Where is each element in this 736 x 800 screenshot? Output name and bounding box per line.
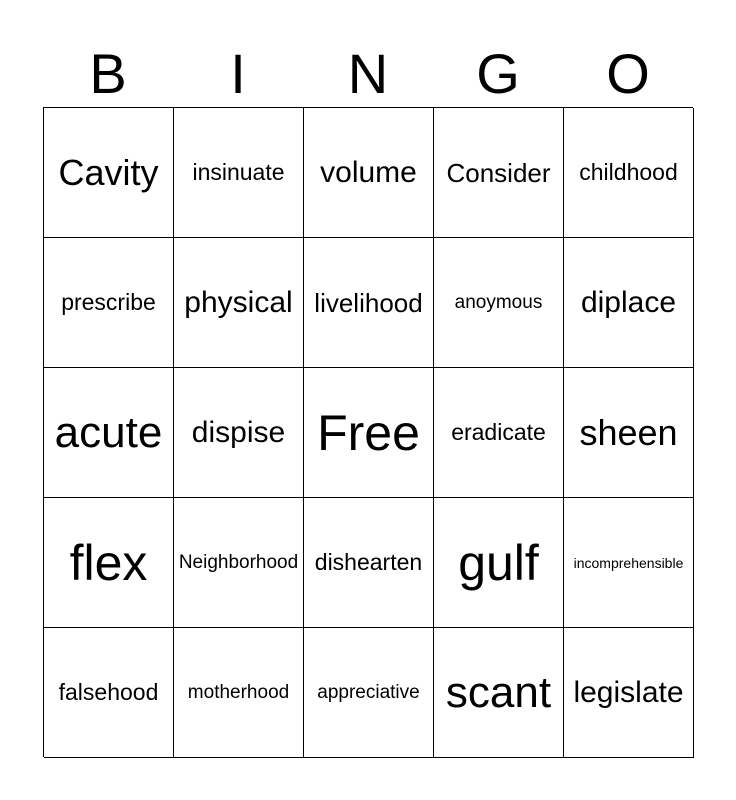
header-letter-i: I (230, 42, 246, 105)
bingo-cell[interactable]: prescribe (44, 238, 174, 368)
header-letter-n: N (347, 42, 389, 105)
header-letter-o: O (606, 42, 650, 105)
bingo-cell[interactable]: flex (44, 498, 174, 628)
bingo-cell[interactable]: motherhood (174, 628, 304, 758)
free-space-cell[interactable]: Free (304, 368, 434, 498)
bingo-cell[interactable]: physical (174, 238, 304, 368)
bingo-cell[interactable]: livelihood (304, 238, 434, 368)
bingo-cell[interactable]: appreciative (304, 628, 434, 758)
bingo-header (43, 40, 693, 108)
bingo-cell[interactable]: Consider (434, 108, 564, 238)
bingo-cell[interactable]: sheen (564, 368, 694, 498)
header-letter-g: G (476, 42, 520, 105)
bingo-card-grid (43, 107, 693, 757)
bingo-cell[interactable]: childhood (564, 108, 694, 238)
bingo-cell[interactable]: acute (44, 368, 174, 498)
bingo-cell[interactable]: eradicate (434, 368, 564, 498)
bingo-cell[interactable]: insinuate (174, 108, 304, 238)
bingo-cell[interactable]: dispise (174, 368, 304, 498)
bingo-cell[interactable]: dishearten (304, 498, 434, 628)
bingo-cell[interactable]: anoymous (434, 238, 564, 368)
bingo-cell[interactable]: legislate (564, 628, 694, 758)
bingo-cell[interactable]: diplace (564, 238, 694, 368)
bingo-cell[interactable]: gulf (434, 498, 564, 628)
bingo-cell[interactable]: volume (304, 108, 434, 238)
bingo-cell[interactable]: Neighborhood (174, 498, 304, 628)
bingo-cell[interactable]: incomprehensible (564, 498, 694, 628)
bingo-cell[interactable]: scant (434, 628, 564, 758)
header-letter-b: B (89, 42, 127, 105)
bingo-cell[interactable]: Cavity (44, 108, 174, 238)
bingo-cell[interactable]: falsehood (44, 628, 174, 758)
